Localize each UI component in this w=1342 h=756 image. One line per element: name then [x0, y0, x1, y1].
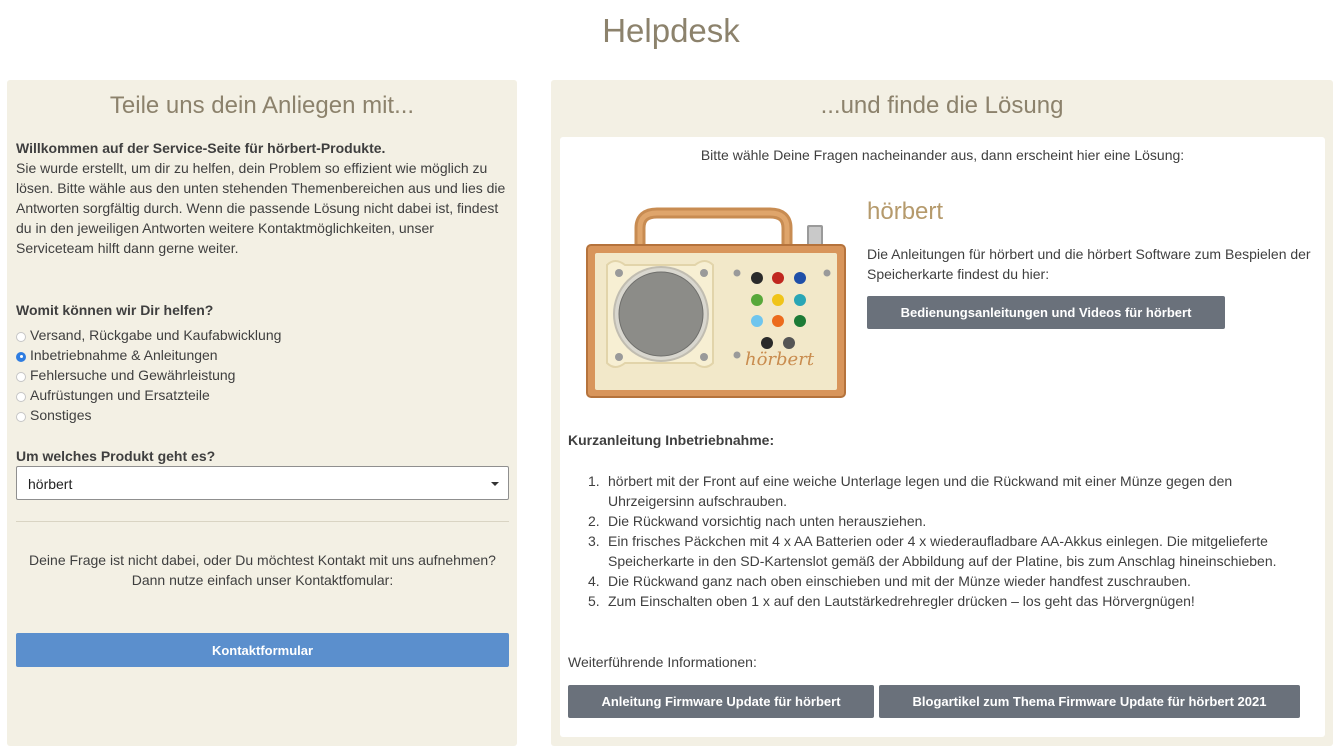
- contact-line-1: Deine Frage ist nicht dabei, oder Du möchtest Kontakt mit uns aufnehmen?: [29, 552, 496, 568]
- divider: [16, 521, 509, 522]
- topic-option[interactable]: [16, 325, 281, 345]
- radio-button[interactable]: [16, 412, 26, 422]
- short-guide-title: Kurzanleitung Inbetriebnahme:: [568, 432, 775, 448]
- page-title: Helpdesk: [602, 12, 740, 49]
- product-description: Die Anleitungen für hörbert und die hörbert Software zum Bespielen der Speicherkarte findest du hier:: [867, 246, 1311, 282]
- solution-panel: [551, 80, 1333, 746]
- contact-line-2: Dann nutze einfach unser Kontaktfomular:: [131, 572, 394, 588]
- step-item: hörbert mit der Front auf eine weiche Unterlage legen und die Rückwand mit einer Münze gegen den Uhrzeigersinn aufschrauben.: [608, 473, 1233, 509]
- intro-text: [16, 138, 511, 258]
- radio-button[interactable]: [16, 392, 26, 402]
- solution-box: [560, 137, 1325, 737]
- topic-option-label: Inbetriebnahme & Anleitungen: [30, 347, 218, 363]
- radio-button-selected[interactable]: [16, 352, 26, 362]
- chevron-down-icon: [491, 482, 499, 486]
- topic-option-label: Aufrüstungen und Ersatzteile: [30, 387, 210, 403]
- topic-option-label: Sonstiges: [30, 407, 92, 423]
- topic-option[interactable]: [16, 345, 281, 365]
- product-name: hörbert: [867, 198, 944, 225]
- intro-body: Sie wurde erstellt, um dir zu helfen, dein Problem so effizient wie möglich zu lösen. Bitte wähle aus den unten stehenden Themenbereichen aus und lies die Antworten sorgfältig durch. Wenn die passende Lösung nicht dabei ist, findest du in den jeweiligen Antworten weitere Kontaktmöglichkeiten, unser Serviceteam hilft dann gerne weiter.: [16, 160, 506, 256]
- topic-question: Womit können wir Dir helfen?: [16, 302, 214, 318]
- contact-text: [16, 550, 509, 590]
- request-panel: [7, 80, 517, 746]
- step-item: Zum Einschalten oben 1 x auf den Lautstärkedrehregler drücken – los geht das Hörvergnügen!: [608, 593, 1195, 609]
- topic-option[interactable]: [16, 405, 281, 425]
- manuals-videos-button[interactable]: Bedienungsanleitungen und Videos für hörbert: [867, 296, 1225, 329]
- solution-hint: Bitte wähle Deine Fragen nacheinander aus, dann erscheint hier eine Lösung:: [700, 147, 1185, 163]
- topic-option[interactable]: [16, 365, 281, 385]
- step-item: Ein frisches Päckchen mit 4 x AA Batterien oder 4 x wiederaufladbare AA-Akkus einlegen. Die mitgelieferte Speicherkarte in den SD-Kartenslot gemäß der Abbildung auf der Platine, bis zum Anschlag hineinschieben.: [608, 533, 1277, 569]
- topic-option[interactable]: [16, 385, 281, 405]
- radio-button[interactable]: [16, 372, 26, 382]
- firmware-update-guide-button[interactable]: Anleitung Firmware Update für hörbert: [568, 685, 874, 718]
- product-question: Um welches Produkt geht es?: [16, 448, 216, 464]
- product-select[interactable]: [16, 466, 509, 500]
- intro-bold: Willkommen auf der Service-Seite für hörbert-Produkte.: [16, 140, 386, 156]
- step-item: Die Rückwand vorsichtig nach unten herausziehen.: [608, 513, 927, 529]
- radio-button[interactable]: [16, 332, 26, 342]
- hoerbert-product-image: [585, 203, 850, 399]
- product-logo-text: hörbert: [745, 349, 815, 370]
- topic-option-label: Versand, Rückgabe und Kaufabwicklung: [30, 327, 282, 343]
- step-item: Die Rückwand ganz nach oben einschieben und mit der Münze wieder handfest zuschrauben.: [608, 573, 1191, 589]
- more-info-label: Weiterführende Informationen:: [568, 654, 757, 670]
- topic-option-label: Fehlersuche und Gewährleistung: [30, 367, 236, 383]
- topic-radio-group: [16, 325, 281, 425]
- contact-form-button[interactable]: Kontaktformular: [16, 633, 509, 667]
- firmware-blog-button[interactable]: Blogartikel zum Thema Firmware Update für hörbert 2021: [879, 685, 1300, 718]
- product-select-value: hörbert: [28, 476, 73, 492]
- request-heading: Teile uns dein Anliegen mit...: [109, 92, 415, 119]
- solution-heading: ...und finde die Lösung: [820, 92, 1064, 119]
- setup-steps-list: [590, 471, 1290, 611]
